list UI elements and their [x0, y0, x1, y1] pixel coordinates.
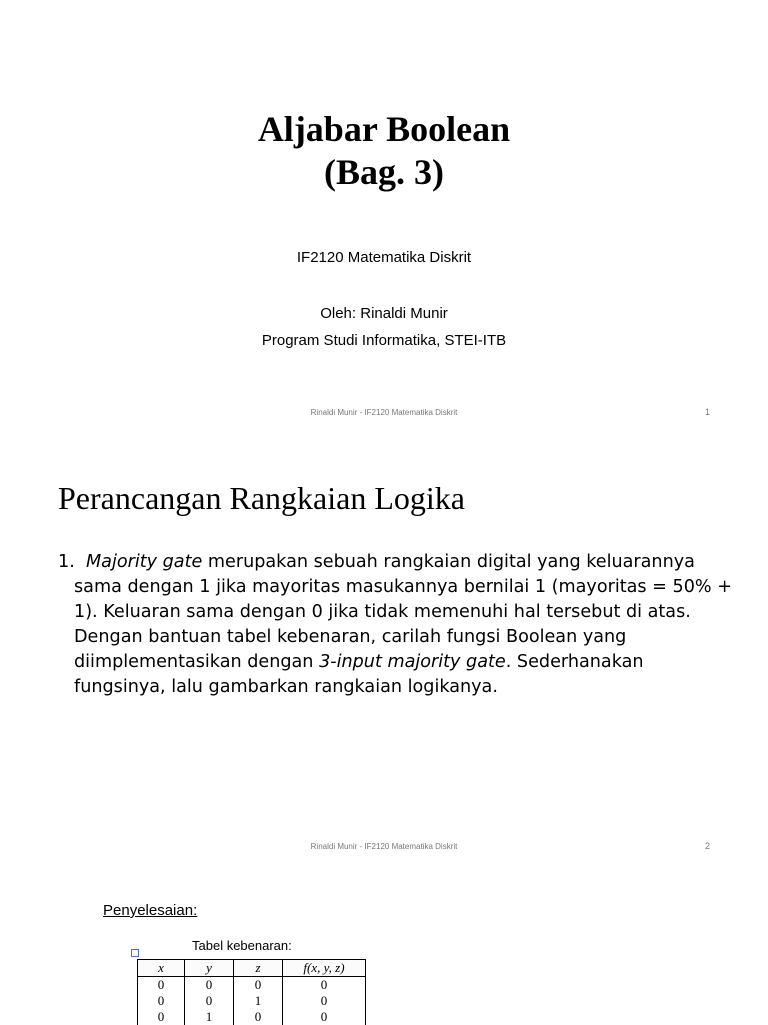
- cell: 0: [234, 977, 283, 994]
- cell: 1: [185, 1009, 234, 1025]
- table-caption: Tabel kebenaran:: [192, 938, 292, 953]
- program-line: Program Studi Informatika, STEI-ITB: [261, 332, 507, 349]
- cell: 0: [283, 993, 366, 1009]
- truth-table: [137, 959, 366, 1025]
- cell: 0: [138, 993, 185, 1009]
- problem-text-2: . Sederhanakan fungsinya, lalu gambarkan rangkaian logikanya.: [74, 652, 644, 697]
- cell: 0: [234, 1009, 283, 1025]
- slide-footer: Rinaldi Munir - IF2120 Matematika Diskrit: [310, 842, 458, 851]
- title-line-2: (Bag. 3): [324, 152, 444, 192]
- table-row: [138, 993, 366, 1009]
- slide-footer: Rinaldi Munir - IF2120 Matematika Diskrit: [310, 408, 458, 417]
- header-x: x: [138, 960, 185, 977]
- slide-heading: Perancangan Rangkaian Logika: [58, 480, 465, 516]
- problem-term-majority-gate: Majority gate: [85, 552, 203, 572]
- cell: 0: [283, 1009, 366, 1025]
- problem-statement: [58, 550, 734, 700]
- problem-number: 1.: [58, 552, 75, 572]
- solution-label: [103, 902, 197, 919]
- problem-term-3-input: 3-input majority gate: [319, 652, 506, 672]
- solution-label-colon: :: [193, 902, 198, 919]
- table-row: [138, 1009, 366, 1025]
- title-line-1: Aljabar Boolean: [257, 109, 511, 149]
- cell: 0: [185, 977, 234, 994]
- header-z: z: [234, 960, 283, 977]
- header-y: y: [185, 960, 234, 977]
- slide-title: [0, 108, 768, 194]
- page-number: 2: [704, 841, 710, 851]
- table-anchor-icon: [131, 949, 139, 957]
- cell: 0: [138, 1009, 185, 1025]
- author-line: Oleh: Rinaldi Munir: [320, 305, 448, 322]
- solution-label-text: Penyelesaian: [103, 902, 194, 919]
- slide-2: [0, 434, 768, 868]
- slide-3: [0, 868, 768, 1024]
- table-row: [138, 977, 366, 994]
- cell: 1: [234, 993, 283, 1009]
- page-number: 1: [704, 407, 710, 417]
- cell: 0: [138, 977, 185, 994]
- problem-text-1: merupakan sebuah rangkaian digital yang keluarannya sama dengan 1 jika mayoritas masukannya bernilai 1 (mayoritas = 50% + 1). Keluaran sama dengan 0 jika tidak memenuhi hal tersebut di atas. Dengan bantuan tabel kebenaran, carilah fungsi Boolean yang diimplementasikan dengan: [74, 552, 732, 672]
- course-name: IF2120 Matematika Diskrit: [296, 249, 472, 266]
- truth-table-header-row: [138, 960, 366, 977]
- header-f: f(x, y, z): [283, 960, 366, 977]
- cell: 0: [283, 977, 366, 994]
- cell: 0: [185, 993, 234, 1009]
- slide-1: [0, 0, 768, 434]
